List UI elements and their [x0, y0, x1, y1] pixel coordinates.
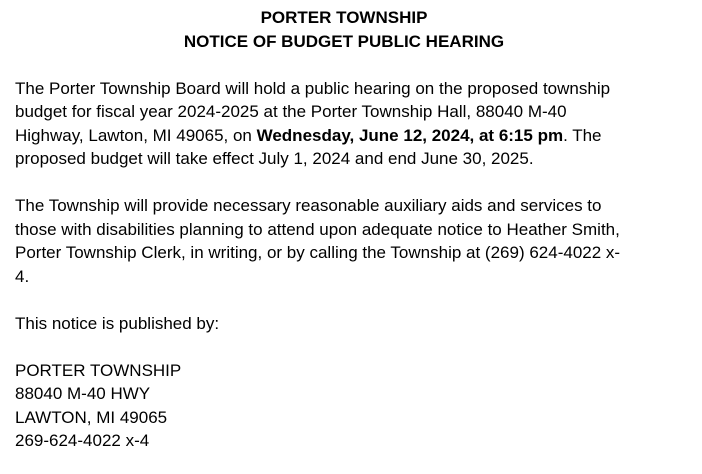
hearing-line-3-end: . The [563, 125, 602, 145]
published-by: This notice is published by: [15, 313, 220, 333]
accessibility-paragraph [15, 194, 695, 288]
hearing-line-3 [15, 124, 695, 148]
address-city: LAWTON, MI 49065 [15, 407, 168, 427]
hearing-line-1: The Porter Township Board will hold a public hearing on the proposed township [15, 78, 611, 98]
address-block [15, 359, 695, 453]
address-street: 88040 M-40 HWY [15, 384, 151, 403]
hearing-line-2: budget for fiscal year 2024-2025 at the Porter Township Hall, 88040 M-40 [15, 102, 567, 121]
hearing-date-time: Wednesday, June 12, 2024, at 6:15 pm [256, 125, 564, 145]
address-phone: 269-624-4022 x-4 [15, 431, 150, 450]
accessibility-line-1: The Township will provide necessary reasonable auxiliary aids and services to [15, 196, 602, 215]
header-notice-title: NOTICE OF BUDGET PUBLIC HEARING [183, 31, 505, 51]
accessibility-line-4: 4. [15, 266, 30, 286]
header-township-name: PORTER TOWNSHIP [260, 8, 428, 27]
accessibility-line-3: Porter Township Clerk, in writing, or by calling the Township at (269) 624-4022 x- [15, 243, 621, 262]
header-title [15, 6, 673, 53]
hearing-line-3-start: Highway, Lawton, MI 49065, on [15, 125, 257, 145]
accessibility-line-2: those with disabilities planning to attend upon adequate notice to Heather Smith, [15, 219, 620, 239]
hearing-line-4: proposed budget will take effect July 1, 2024 and end June 30, 2025. [15, 149, 534, 168]
address-name: PORTER TOWNSHIP [15, 360, 182, 380]
notice-document [15, 6, 695, 453]
hearing-paragraph [15, 77, 695, 171]
